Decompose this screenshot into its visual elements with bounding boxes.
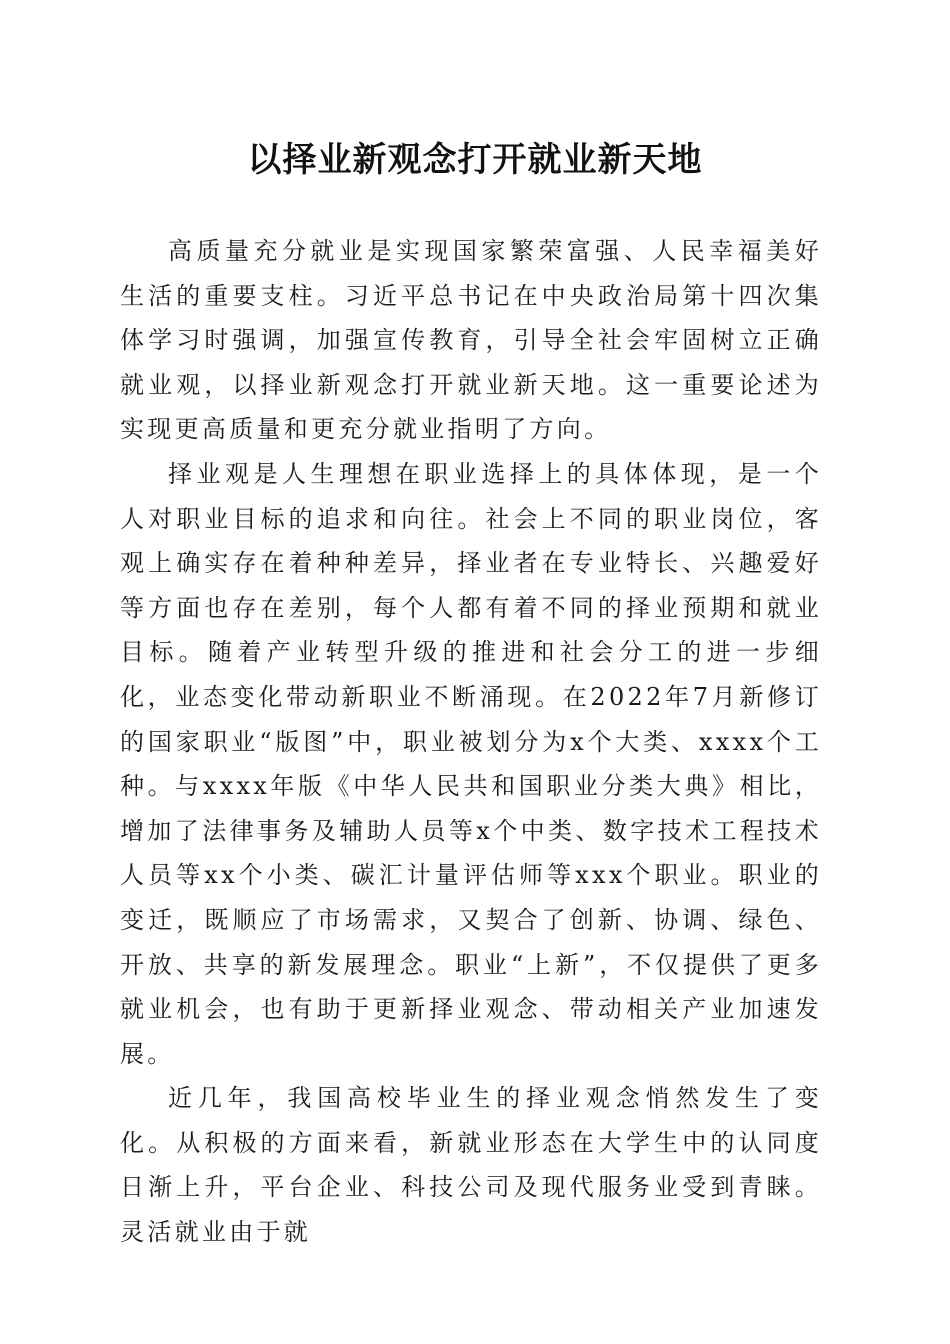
paragraph-2: 择业观是人生理想在职业选择上的具体体现，是一个人对职业目标的追求和向往。社会上不同的职业岗位，客观上确实存在着种种差异，择业者在专业特长、兴趣爱好等方面也存在差别，每个人都有着不同的择业预期和就业目标。随着产业转型升级的推进和社会分工的进一步细化，业态变化带动新职业不断涌现。在2022年7月新修订的国家职业“版图”中，职业被划分为x个大类、xxxx个工种。与xxxx年版《中华人民共和国职业分类大典》相比，增加了法律事务及辅助人员等x个中类、数字技术工程技术人员等xx个小类、碳汇计量评估师等xxx个职业。职业的变迁，既顺应了市场需求，又契合了创新、协调、绿色、开放、共享的新发展理念。职业“上新”，不仅提供了更多就业机会，也有助于更新择业观念、带动相关产业加速发展。 <box>120 459 822 1068</box>
paragraph-1: 高质量充分就业是实现国家繁荣富强、人民幸福美好生活的重要支柱。习近平总书记在中央政治局第十四次集体学习时强调，加强宣传教育，引导全社会牢固树立正确就业观，以择业新观念打开就业新天地。这一重要论述为实现更高质量和更充分就业指明了方向。 <box>120 237 822 444</box>
document-body <box>120 229 822 1255</box>
paragraph-3: 近几年，我国高校毕业生的择业观念悄然发生了变化。从积极的方面来看，新就业形态在大学生中的认同度日渐上升，平台企业、科技公司及现代服务业受到青睐。灵活就业由于就 <box>120 1084 822 1247</box>
document-title: 以择业新观念打开就业新天地 <box>247 140 703 180</box>
